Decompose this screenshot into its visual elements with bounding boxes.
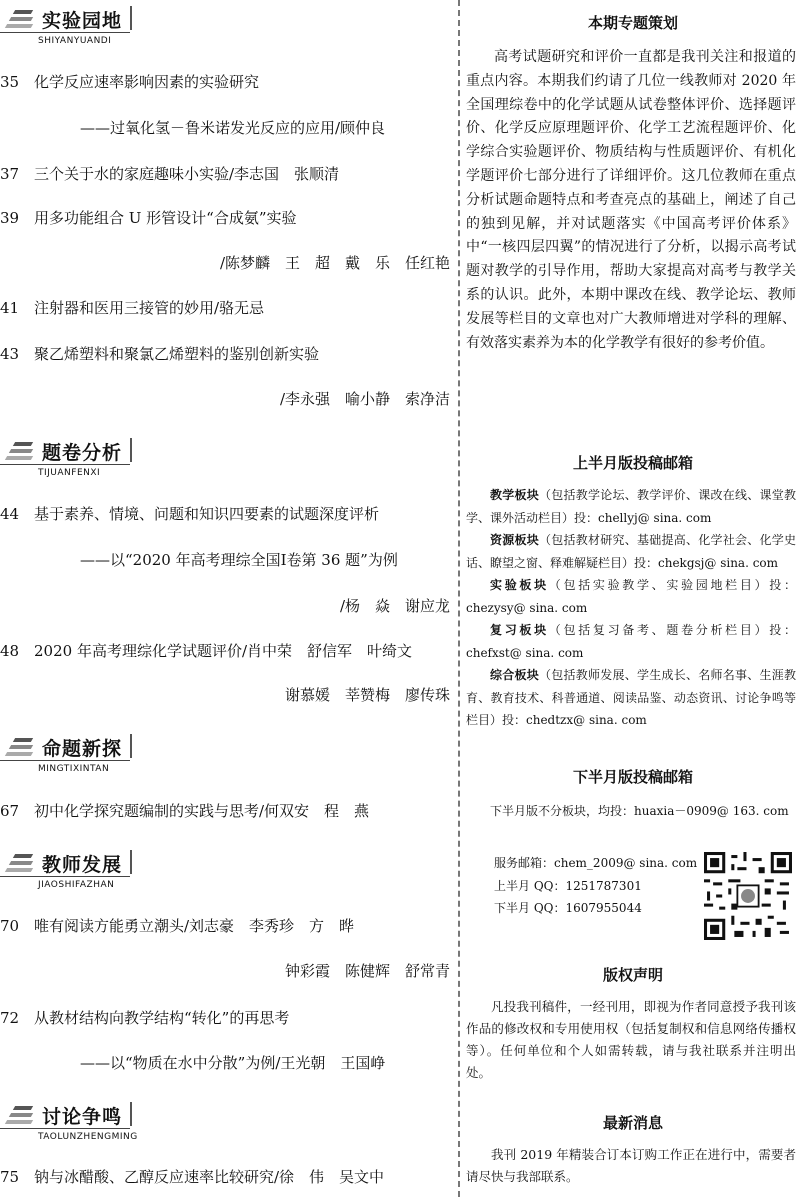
qr-code-icon: [704, 852, 792, 940]
section-pinyin: MINGTIXINTAN: [38, 764, 110, 774]
section-stripes-icon: [4, 854, 32, 876]
mailbox-item: 综合板块（包括教师发展、学生成长、名师名事、生涯教育、教育技术、科普通道、阅读品鉴、动态资讯、讨论争鸣等栏目）投：chedtzx@ sina. com: [466, 668, 796, 727]
mailbox-item: 资源板块（包括教材研究、基础提高、化学社会、化学史话、瞭望之窗、释难解疑栏目）投：chekgsj@ sina. com: [466, 533, 796, 570]
section-pinyin: JIAOSHIFAZHAN: [38, 880, 115, 890]
news-paragraph: 我刊 2019 年精装合订本订购工作正在进行中，需要者请尽快与我部联系。: [466, 1147, 796, 1184]
toc-entry[interactable]: 43 聚乙烯塑料和聚氯乙烯塑料的鉴别创新实验: [0, 345, 320, 363]
section-stripes-icon: [4, 442, 32, 464]
section-title: 命题新探: [42, 738, 123, 760]
copyright-paragraph: 凡投我刊稿件，一经刊用，即视为作者同意授予我刊该作品的修改权和专用使用权（包括复制权和信息网络传播权等）。任何单位和个人如需转载，请与我社联系并注明出处。: [466, 999, 796, 1080]
column-divider: [458, 0, 460, 1197]
toc-entry[interactable]: 67 初中化学探究题编制的实践与思考/何双安 程 燕: [0, 802, 370, 820]
toc-authors: /杨 焱 谢应龙: [339, 597, 450, 615]
mailbox-item: 教学板块（包括教学论坛、教学评价、课改在线、课堂教学、课外活动栏目）投：chellyj@ sina. com: [466, 488, 796, 525]
section-stripes-icon: [4, 10, 32, 32]
qq-second-half: 下半月 QQ：1607955044: [494, 901, 642, 915]
section-header-taolunzhengming: [0, 1100, 140, 1148]
mailbox-item: 复习板块（包括复习备考、题卷分析栏目）投：chefxst@ sina. com: [466, 623, 796, 660]
second-half-mailbox: 下半月版不分板块，均投：huaxia－0909@ 163. com: [490, 804, 789, 818]
toc-entry[interactable]: 75 钠与冰醋酸、乙醇反应速率比较研究/徐 伟 吴文中: [0, 1168, 385, 1186]
toc-authors: 钟彩霞 陈健辉 舒常青: [284, 962, 450, 980]
section-stripes-icon: [4, 1106, 32, 1128]
qq-first-half: 上半月 QQ：1251787301: [494, 878, 642, 893]
section-title: 教师发展: [42, 854, 123, 876]
feature-paragraph: 高考试题研究和评价一直都是我刊关注和报道的重点内容。本期我们约请了几位一线教师对 2020 年全国理综卷中的化学试题从试卷整体评价、选择题评价、化学反应原理题评价、化学工艺流程题评价、化学综合实验题评价、物质结构与性质题评价、有机化学题评价七部分进行了详细评价。这几位教师在重点分析试题命题特点和考查亮点的基础上，阐述了自己的独到见解，并对试题落实《中国高考评价体系》中“一核四层四翼”的情况进行了分析，以揭示高考试题对教学的引导作用，帮助大家提高对高考与教学关系的认识。此外，本期中课改在线、教学论坛、教师发展等栏目的文章也对广大教师增进对学科的理解、有效落实素养为本的化学教学有很好的参考价值。: [466, 49, 796, 351]
toc-entry[interactable]: 48 2020 年高考理综化学试题评价/肖中荣 舒信军 叶绮文: [0, 642, 412, 660]
heading-latest-news: 最新消息: [602, 1114, 663, 1132]
toc-subtitle: ——以“物质在水中分散”为例/王光朝 王国峥: [80, 1054, 386, 1072]
first-half-mailbox-list: [466, 484, 796, 732]
toc-subtitle: ——过氧化氢－鲁米诺发光反应的应用/顾仲良: [80, 119, 386, 137]
toc-authors: 谢慕媛 莘赞梅 廖传珠: [284, 686, 450, 704]
heading-feature: 本期专题策划: [587, 14, 678, 32]
service-email: 服务邮箱：chem_2009@ sina. com: [494, 856, 698, 870]
section-header-shiyanyuandi: [0, 4, 140, 52]
toc-entry[interactable]: 37 三个关于水的家庭趣味小实验/李志国 张顺清: [0, 165, 340, 183]
toc-entry[interactable]: 44 基于素养、情境、问题和知识四要素的试题深度评析: [0, 505, 380, 523]
contact-info: [494, 852, 704, 920]
toc-entry[interactable]: 35 化学反应速率影响因素的实验研究: [0, 73, 260, 91]
section-title: 题卷分析: [42, 442, 123, 464]
heading-copyright: 版权声明: [602, 966, 663, 984]
section-pinyin: TAOLUNZHENGMING: [38, 1132, 138, 1142]
section-pinyin: TIJUANFENXI: [38, 468, 101, 478]
section-header-mingtixintan: [0, 732, 140, 780]
mailbox-item: 实验板块（包括实验教学、实验园地栏目）投：chezysy@ sina. com: [466, 578, 796, 615]
heading-first-half-mailbox: 上半月版投稿邮箱: [572, 454, 693, 472]
toc-entry[interactable]: 41 注射器和医用三接管的妙用/骆无忌: [0, 299, 265, 317]
toc-entry[interactable]: 72 从教材结构向教学结构“转化”的再思考: [0, 1009, 290, 1027]
section-header-tijuanfenxi: [0, 436, 140, 484]
notice-column: [466, 0, 800, 1197]
section-stripes-icon: [4, 738, 32, 760]
section-title: 实验园地: [42, 10, 123, 32]
toc-entry[interactable]: 39 用多功能组合 U 形管设计“合成氨”实验: [0, 209, 297, 227]
section-header-jiaoshifazhan: [0, 848, 140, 896]
section-title: 讨论争鸣: [42, 1106, 123, 1128]
toc-authors: /陈梦麟 王 超 戴 乐 任红艳: [219, 254, 450, 272]
toc-entry[interactable]: 70 唯有阅读方能勇立潮头/刘志豪 李秀珍 方 晔: [0, 917, 355, 935]
section-pinyin: SHIYANYUANDI: [38, 36, 112, 46]
heading-second-half-mailbox: 下半月版投稿邮箱: [572, 768, 693, 786]
toc-subtitle: ——以“2020 年高考理综全国Ⅰ卷第 36 题”为例: [80, 551, 398, 569]
toc-authors: /李永强 喻小静 索净洁: [279, 390, 450, 408]
